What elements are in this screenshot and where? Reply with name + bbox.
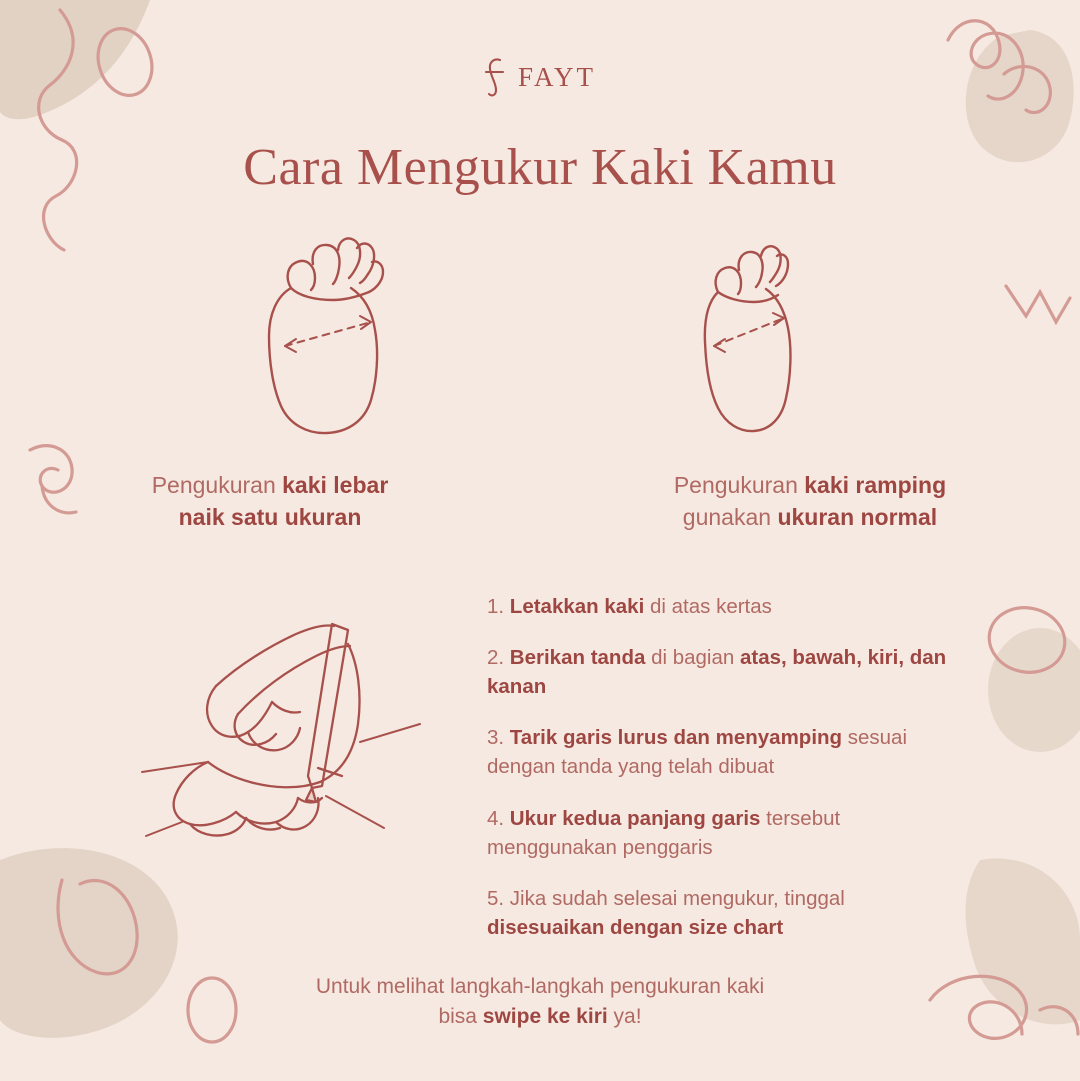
step-text-strong: Letakkan kaki: [509, 595, 645, 618]
step-text-strong: Berikan tanda: [509, 646, 646, 670]
brand-name: FAYT: [517, 61, 597, 92]
caption-narrow-foot: [540, 470, 1080, 533]
wide-foot-outline-icon: [255, 226, 395, 441]
step-text-strong: atas, bawah, kiri, dan kanan: [487, 646, 947, 699]
list-item: [487, 592, 957, 621]
step-number: 5.: [487, 886, 510, 910]
footer-line2-strong: swipe ke kiri: [482, 1005, 608, 1029]
step-text: tersebut menggunakan penggaris: [487, 806, 841, 859]
footer-line1: Untuk melihat langkah-langkah pengukuran kaki: [315, 975, 765, 998]
foot-diagrams: [0, 226, 1080, 456]
caption-wide-lead: Pengukuran: [151, 472, 283, 498]
caption-narrow-line2-lead: gunakan: [682, 503, 778, 530]
footer-note: [0, 972, 1080, 1033]
list-item: [487, 804, 957, 862]
step-text: sesuai dengan tanda yang telah dibuat: [487, 726, 908, 779]
hand-marking-foot-illustration: [120, 590, 450, 870]
step-number: 2.: [487, 646, 510, 670]
footer-line2-lead: bisa: [438, 1005, 483, 1029]
caption-row: [0, 470, 1080, 533]
step-number: 3.: [487, 726, 510, 750]
list-item: [487, 723, 957, 781]
page-title: Cara Mengukur Kaki Kamu: [243, 139, 837, 196]
step-text: di bagian: [645, 646, 740, 670]
step-number: 4.: [487, 806, 510, 830]
fayt-monogram-icon: [484, 56, 508, 98]
narrow-foot-outline-icon: [688, 226, 808, 441]
caption-narrow-strong: kaki ramping: [804, 472, 947, 498]
step-text-strong: disesuaikan dengan size chart: [487, 915, 784, 939]
steps-list: [487, 592, 957, 964]
caption-narrow-line2-strong: ukuran normal: [777, 503, 938, 530]
list-item: [487, 884, 957, 942]
list-item: [487, 643, 957, 701]
caption-wide-foot: [0, 470, 540, 533]
caption-wide-line2: naik satu ukuran: [178, 503, 362, 530]
step-text: Jika sudah selesai mengukur, tinggal: [509, 886, 845, 910]
step-text-strong: Tarik garis lurus dan menyamping: [509, 726, 843, 750]
brand-logo: [0, 56, 1080, 103]
caption-narrow-lead: Pengukuran: [673, 472, 805, 498]
step-text: di atas kertas: [644, 595, 772, 618]
step-number: 1.: [487, 595, 510, 618]
footer-line2-tail: ya!: [607, 1005, 642, 1029]
step-text-strong: Ukur kedua panjang garis: [509, 806, 761, 830]
caption-wide-strong: kaki lebar: [282, 472, 389, 498]
